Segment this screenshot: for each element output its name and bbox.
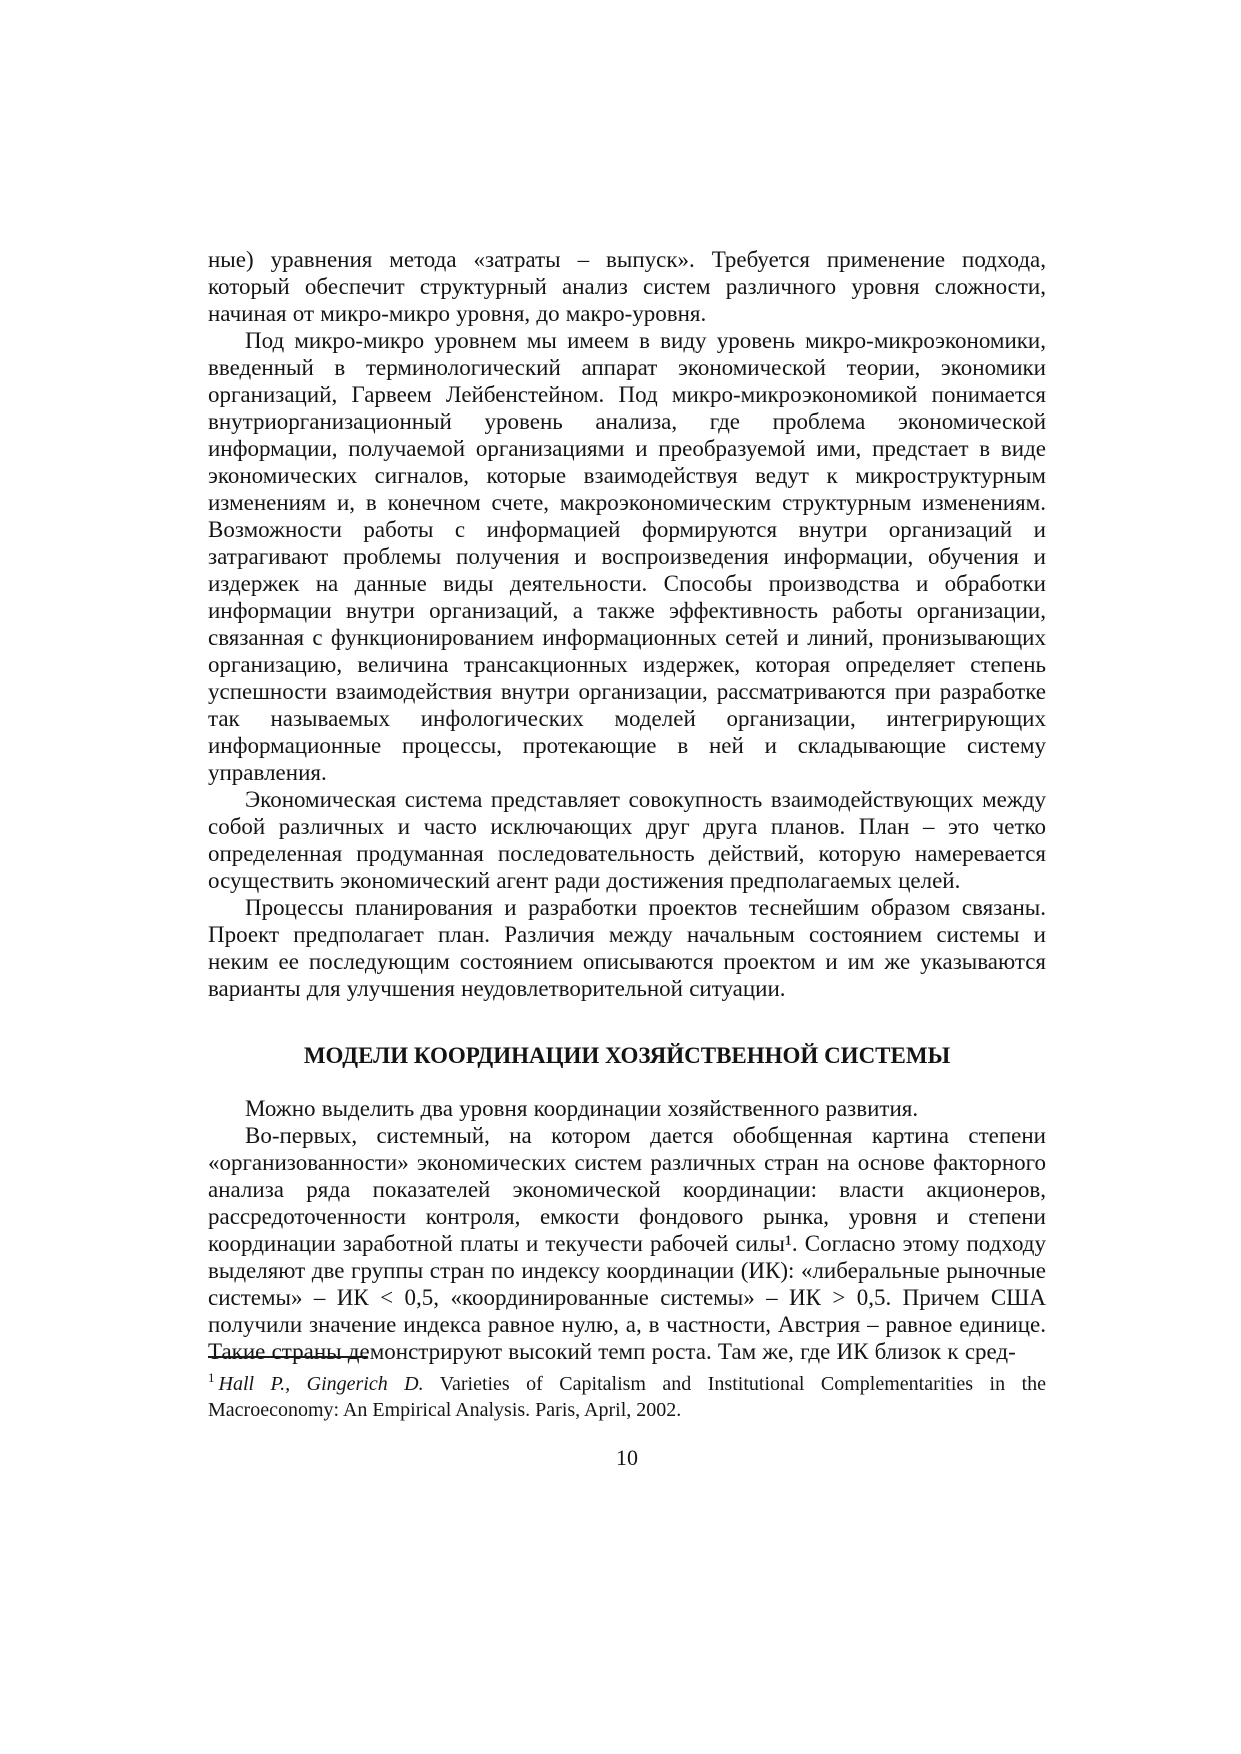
page-number: 10 (616, 1445, 638, 1470)
footnote-marker: 1 (208, 1370, 215, 1386)
paragraph: Процессы планирования и разработки проектов теснейшим образом связаны. Проект предполагает план. Различия между начальным состоянием системы и неким ее последующим состоянием описываются проектом и им же указываются варианты для улучшения неудовлетворительной ситуации. (208, 895, 1046, 1001)
paragraph: Экономическая система представляет совокупность взаимодействующих между собой различных и часто исключающих друг друга планов. План – это четко определенная продуманная последовательность действий, которую намеревается осуществить экономический агент ради достижения предполагаемых целей. (208, 787, 1046, 893)
footnote-block (208, 1356, 1046, 1423)
paragraph: Во-первых, системный, на котором дается обобщенная картина степени «организованности» экономических систем различных стран на основе факторного анализа ряда показателей экономической координации: власти акционеров, рассредоточенности контроля, емкости фондового рынка, уровня и степени координации заработной платы и текучести рабочей силы¹. Согласно этому подходу выделяют две группы стран по индексу координации (ИК): «либеральные рыночные системы» – ИК < 0,5, «координированные системы» – ИК > 0,5. Причем США получили значение индекса равное нулю, а, в частности, Австрия – равное единице. Такие страны демонстрируют высокий темп роста. Там же, где ИК близок к сред- (208, 1123, 1046, 1364)
footnote (208, 1371, 1046, 1423)
footnote-body-text: Varieties of Capitalism and Institutional Complementarities in the Macroeconomy: An Empirical Analysis. Paris, April, 2002. (208, 1373, 1047, 1421)
footnote-authors: Hall P., Gingerich D. (218, 1373, 424, 1395)
paragraph-continuation: ные) уравнения метода «затраты – выпуск». Требуется применение подхода, который обеспечит структурный анализ систем различного уровня сложности, начиная от микро-микро уровня, до макро-уровня. (208, 247, 1046, 326)
paragraph: Под микро-микро уровнем мы имеем в виду уровень микро-микроэкономики, введенный в терминологический аппарат экономической теории, экономики организаций, Гарвеем Лейбенстейном. Под микро-микроэкономикой понимается внутриорганизационный уровень анализа, где проблема экономической информации, получаемой организациями и преобразуемой ими, предстает в виде экономических сигналов, которые взаимодействуя ведут к микроструктурным изменениям и, в конечном счете, макроэкономическим структурным изменениям. Возможности работы с информацией формируются внутри организаций и затрагивают проблемы получения и воспроизведения информации, обучения и издержек на данные виды деятельности. Способы производства и обработки информации внутри организаций, а также эффективность работы организации, связанная с функционированием информационных сетей и линий, пронизывающих организацию, величина трансакционных издержек, которая определяет степень успешности взаимодействия внутри организации, рассматриваются при разработке так называемых инфологических моделей организации, интегрирующих информационные процессы, протекающие в ней и складывающие систему управления. (208, 328, 1046, 785)
footnote-separator-rule (208, 1356, 368, 1358)
section-heading: МОДЕЛИ КООРДИНАЦИИ ХОЗЯЙСТВЕННОЙ СИСТЕМЫ (303, 1043, 951, 1068)
paragraph: Можно выделить два уровня координации хозяйственного развития. (245, 1096, 919, 1121)
main-text-block (208, 246, 1046, 1365)
